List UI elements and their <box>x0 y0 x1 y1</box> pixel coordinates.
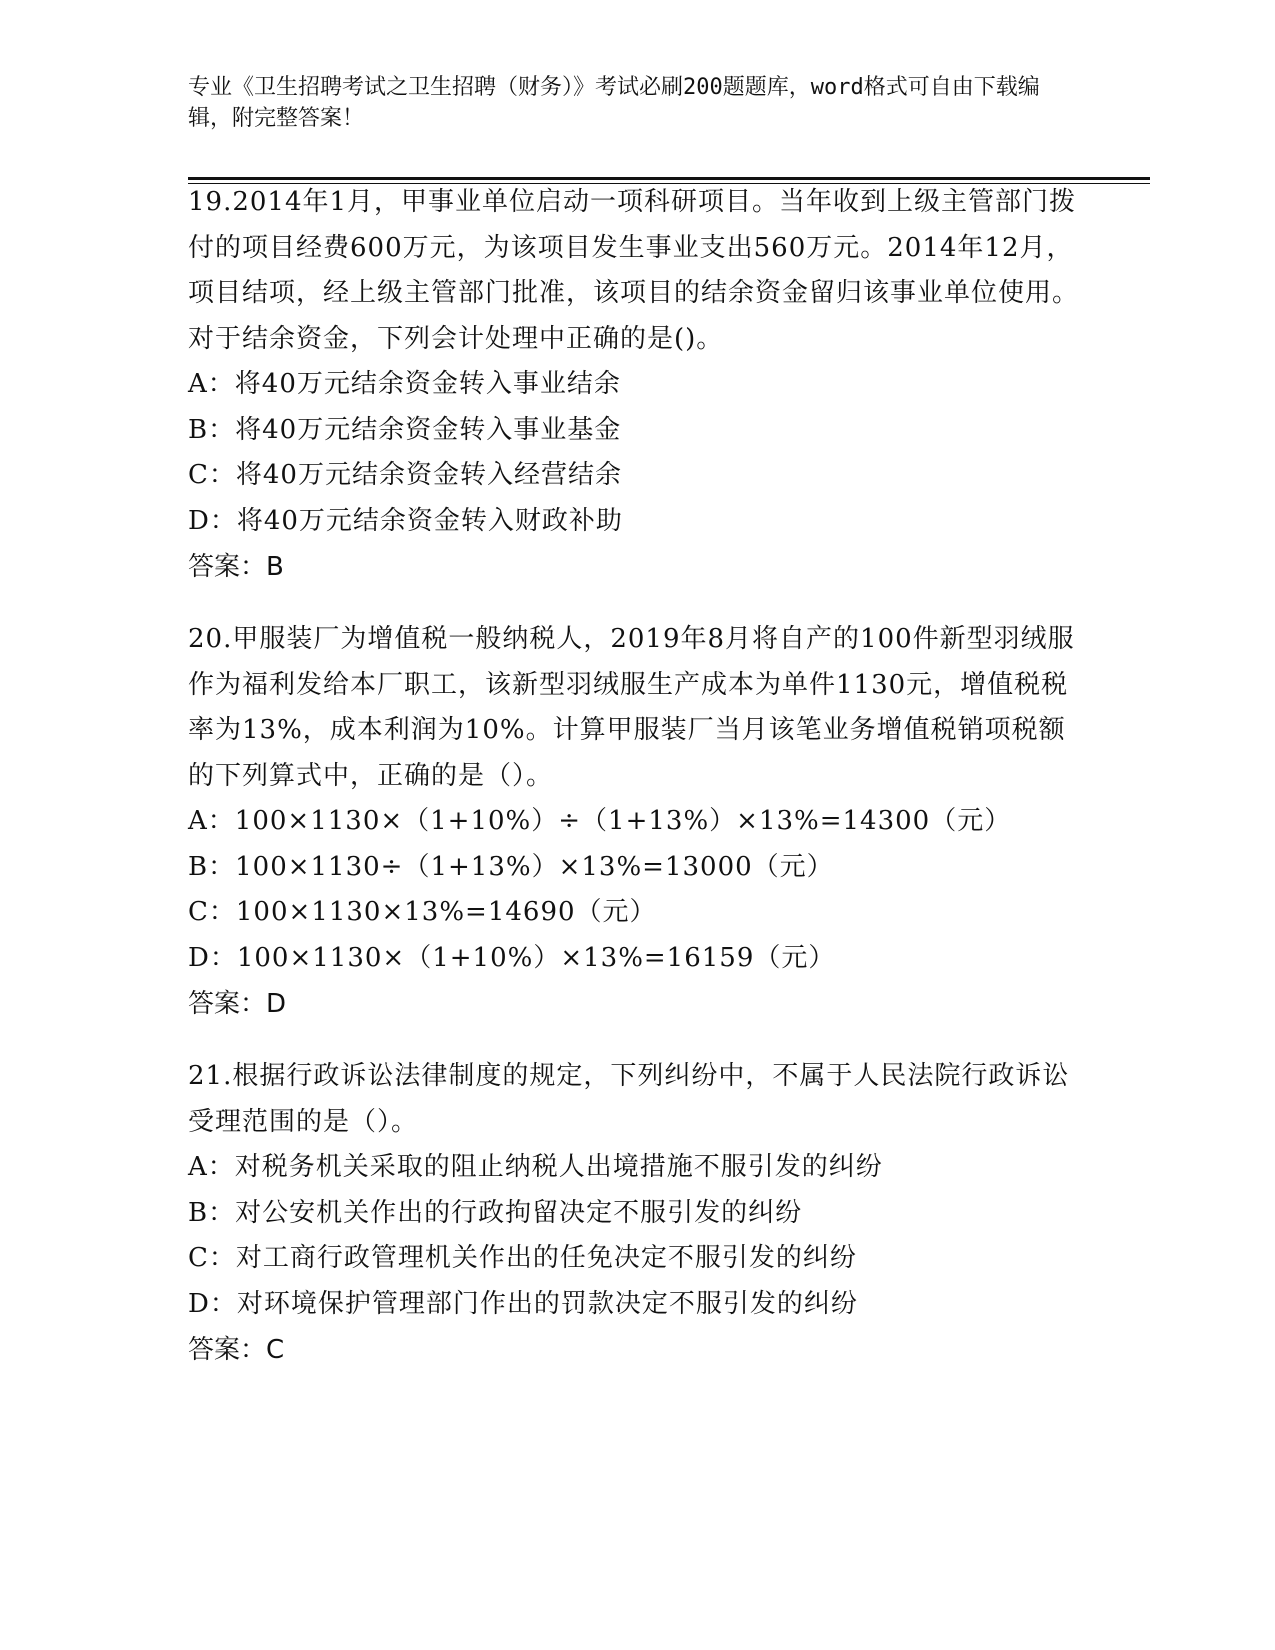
option-b: B：对公安机关作出的行政拘留决定不服引发的纠纷 <box>188 1197 803 1228</box>
option-b: B：100×1130÷（1+13%）×13%=13000（元） <box>188 851 834 882</box>
option-c: C：100×1130×13%=14690（元） <box>188 897 657 927</box>
option-b: B：将40万元结余资金转入事业基金 <box>188 414 622 445</box>
option-a: A：对税务机关采取的阻止纳税人出境措施不服引发的纠纷 <box>188 1152 883 1182</box>
answer-label: 答案：C <box>188 1335 285 1365</box>
option-c: C：对工商行政管理机关作出的任免决定不服引发的纠纷 <box>188 1243 857 1273</box>
option-a: A：100×1130×（1+10%）÷（1+13%）×13%=14300（元） <box>188 806 1012 836</box>
answer-label: 答案：D <box>188 989 287 1019</box>
option-c: C：将40万元结余资金转入经营结余 <box>188 460 622 490</box>
question-stem: 21.根据行政诉讼法律制度的规定，下列纠纷中，不属于人民法院行政诉讼受理范围的是（）。 <box>188 1061 1070 1137</box>
option-d: D：对环境保护管理部门作出的罚款决定不服引发的纠纷 <box>188 1288 858 1319</box>
option-d: D：将40万元结余资金转入财政补助 <box>188 505 623 536</box>
question-20 <box>188 617 1088 1027</box>
question-stem: 19.2014年1月，甲事业单位启动一项科研项目。当年收到上级主管部门拨付的项目经费600万元，为该项目发生事业支出560万元。2014年12月，项目结项，经上级主管部门批准，该项目的结余资金留归该事业单位使用。对于结余资金，下列会计处理中正确的是()。 <box>188 187 1080 354</box>
question-21 <box>188 1054 1088 1373</box>
question-19 <box>188 180 1088 590</box>
answer-label: 答案：B <box>188 552 284 582</box>
option-d: D：100×1130×（1+10%）×13%=16159（元） <box>188 942 836 973</box>
question-stem: 20.甲服装厂为增值税一般纳税人，2019年8月将自产的100件新型羽绒服作为福利发给本厂职工，该新型羽绒服生产成本为单件1130元，增值税税率为13%，成本利润为10%。计算甲服装厂当月该笔业务增值税销项税额的下列算式中，正确的是（）。 <box>188 624 1075 791</box>
option-a: A：将40万元结余资金转入事业结余 <box>188 369 621 399</box>
document-header: 专业《卫生招聘考试之卫生招聘（财务）》考试必刷200题题库，word格式可自由下载编辑，附完整答案！ <box>188 75 1040 131</box>
